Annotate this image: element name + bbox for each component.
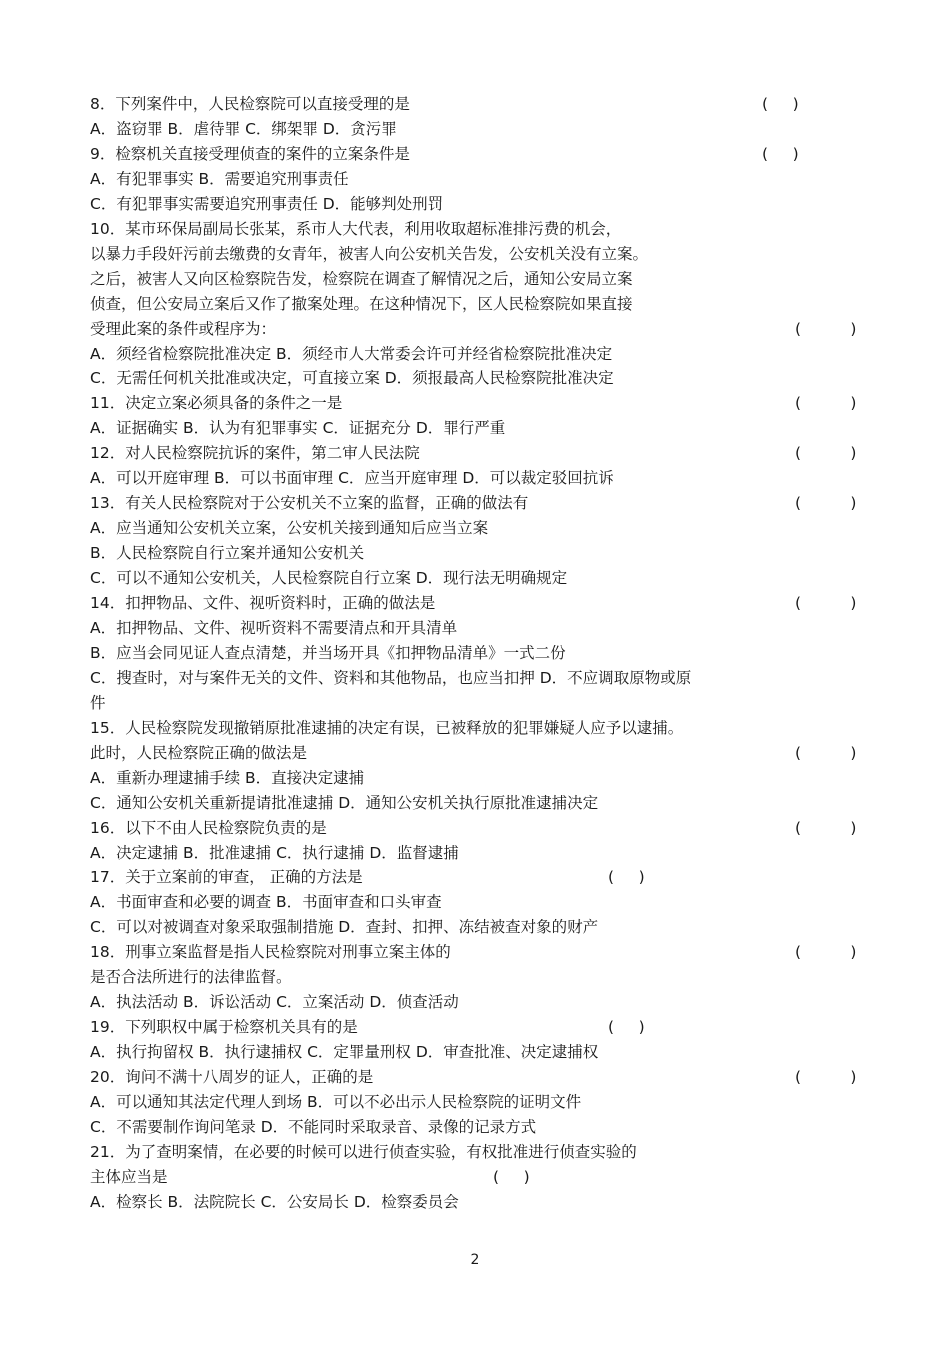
- text-line: 13．有关人民检察院对于公安机关不立案的监督，正确的做法有: [90, 494, 529, 513]
- text-line: 12．对人民检察院抗诉的案件，第二审人民法院: [90, 444, 420, 463]
- text-line: 16．以下不由人民检察院负责的是: [90, 818, 327, 837]
- text-line: A．有犯罪事实 B．需要追究刑事责任: [90, 169, 349, 188]
- text-line: A．证据确实 B．认为有犯罪事实 C．证据充分 D．罪行严重: [90, 419, 506, 438]
- text-line: 侦查，但公安局立案后又作了撤案处理。在这种情况下，区人民检察院如果直接: [90, 294, 633, 313]
- answer-blank: ( ): [608, 868, 645, 887]
- page-number: 2: [470, 1252, 480, 1268]
- text-line: 20．询问不满十八周岁的证人，正确的是: [90, 1068, 374, 1087]
- text-line: A．决定逮捕 B．批准逮捕 C．执行逮捕 D．监督逮捕: [90, 843, 459, 862]
- text-line: 此时，人民检察院正确的做法是: [90, 743, 308, 762]
- text-line: 主体应当是: [90, 1167, 168, 1186]
- text-line: A．书面审查和必要的调查 B．书面审查和口头审查: [90, 893, 442, 912]
- text-line: 是否合法所进行的法律监督。: [90, 968, 292, 987]
- answer-blank: ( ): [762, 144, 799, 163]
- answer-blank: ( ): [795, 818, 857, 837]
- text-line: 8．下列案件中，人民检察院可以直接受理的是: [90, 95, 410, 113]
- text-line: B．人民检察院自行立案并通知公安机关: [90, 544, 365, 563]
- text-line: 17．关于立案前的审查， 正确的方法是: [90, 868, 363, 887]
- text-line: A．扣押物品、文件、视听资料不需要清点和开具清单: [90, 618, 458, 637]
- text-line: C．有犯罪事实需要追究刑事责任 D．能够判处刑罚: [90, 194, 444, 213]
- text-line: 受理此案的条件或程序为：: [90, 319, 277, 338]
- text-line: A．盗窃罪 B．虐待罪 C．绑架罪 D．贪污罪: [90, 119, 397, 138]
- text-line: 18．刑事立案监督是指人民检察院对刑事立案主体的: [90, 943, 451, 962]
- text-line: 14．扣押物品、文件、视听资料时，正确的做法是: [90, 594, 436, 612]
- text-line: 以暴力手段奸污前去缴费的女青年，被害人向公安机关告发，公安机关没有立案。: [90, 244, 649, 263]
- text-line: 10．某市环保局副局长张某，系市人大代表，利用收取超标准排污费的机会，: [90, 219, 622, 238]
- text-line: 11．决定立案必须具备的条件之一是: [90, 394, 343, 413]
- text-line: 之后，被害人又向区检察院告发，检察院在调查了解情况之后，通知公安局立案: [90, 269, 633, 288]
- answer-blank: ( ): [795, 943, 857, 962]
- text-line: C．无需任何机关批准或决定，可直接立案 D．须报最高人民检察院批准决定: [90, 369, 614, 388]
- answer-blank: ( ): [493, 1167, 530, 1186]
- text-line: A．重新办理逮捕手续 B．直接决定逮捕: [90, 768, 365, 787]
- text-line: C．不需要制作询问笔录 D．不能同时采取录音、录像的记录方式: [90, 1117, 537, 1136]
- text-line: C．通知公安机关重新提请批准逮捕 D．通知公安机关执行原批准逮捕决定: [90, 793, 599, 812]
- answer-blank: ( ): [795, 444, 857, 463]
- text-line: C．可以不通知公安机关，人民检察院自行立案 D．现行法无明确规定: [90, 569, 568, 588]
- text-line: A．应当通知公安机关立案，公安机关接到通知后应当立案: [90, 519, 489, 538]
- text-line: 9．检察机关直接受理侦查的案件的立案条件是: [90, 144, 410, 163]
- text-line: 21．为了查明案情，在必要的时候可以进行侦查实验，有权批准进行侦查实验的: [90, 1142, 637, 1161]
- text-line: A．执行拘留权 B．执行逮捕权 C．定罪量刑权 D．审查批准、决定逮捕权: [90, 1043, 599, 1062]
- text-line: A．可以通知其法定代理人到场 B．可以不必出示人民检察院的证明文件: [90, 1093, 582, 1111]
- text-line: A．检察长 B．法院院长 C．公安局长 D．检察委员会: [90, 1192, 459, 1211]
- text-line: 19．下列职权中属于检察机关具有的是: [90, 1018, 358, 1037]
- answer-blank: ( ): [795, 594, 857, 612]
- text-line: C．可以对被调查对象采取强制措施 D．查封、扣押、冻结被查对象的财产: [90, 918, 599, 937]
- text-line: B．应当会同见证人查点清楚，并当场开具《扣押物品清单》一式二份: [90, 643, 566, 662]
- text-line: 件: [90, 693, 106, 712]
- text-line: C．搜查时，对与案件无关的文件、资料和其他物品，也应当扣押 D．不应调取原物或原: [90, 668, 692, 687]
- answer-blank: ( ): [795, 319, 857, 338]
- answer-blank: ( ): [795, 494, 857, 513]
- text-line: A．执法活动 B．诉讼活动 C．立案活动 D．侦查活动: [90, 993, 459, 1012]
- answer-blank: ( ): [762, 95, 799, 113]
- answer-blank: ( ): [795, 743, 857, 762]
- answer-blank: ( ): [608, 1018, 645, 1037]
- text-line: 15．人民检察院发现撤销原批准逮捕的决定有误，已被释放的犯罪嫌疑人应予以逮捕。: [90, 718, 684, 737]
- answer-blank: ( ): [795, 394, 857, 413]
- text-line: A．可以开庭审理 B．可以书面审理 C．应当开庭审理 D．可以裁定驳回抗诉: [90, 469, 614, 488]
- text-line: A．须经省检察院批准决定 B．须经市人大常委会许可并经省检察院批准决定: [90, 344, 613, 363]
- answer-blank: ( ): [795, 1068, 857, 1087]
